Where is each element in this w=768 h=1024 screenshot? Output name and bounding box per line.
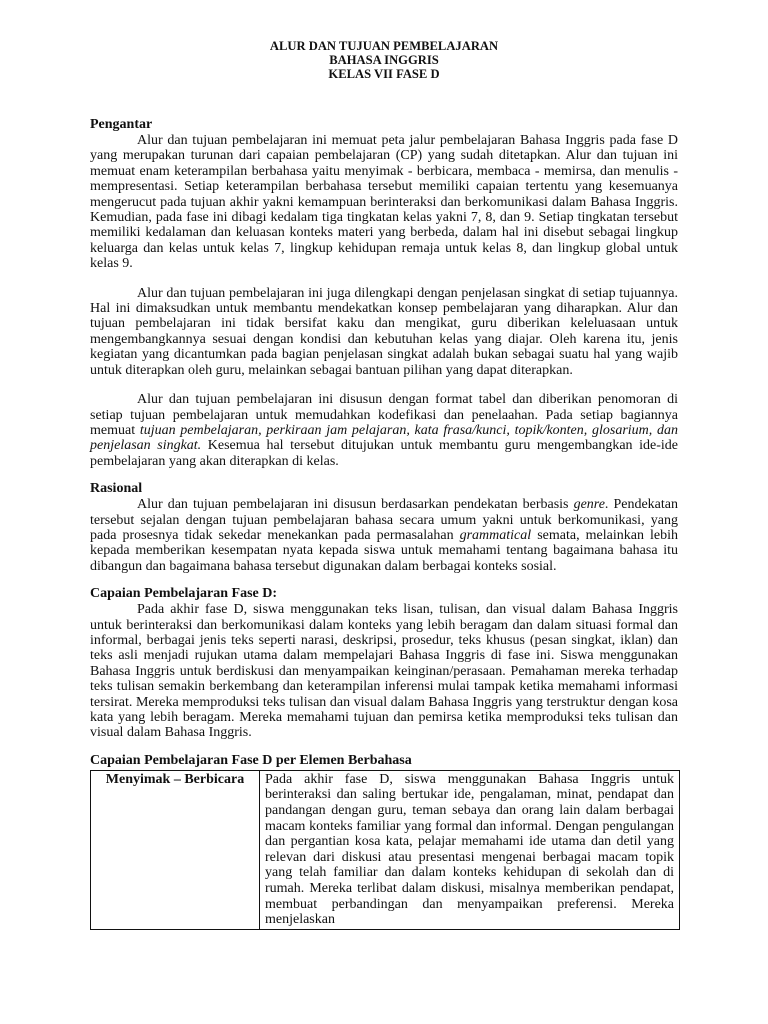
italic-text-run: grammatical — [459, 527, 532, 543]
heading-capaian: Capaian Pembelajaran Fase D: — [90, 586, 278, 602]
section-elemen — [90, 753, 678, 930]
pengantar-paragraph-1: Alur dan tujuan pembelajaran ini memuat peta jalur pembelajaran Bahasa Inggris pada fase D yang merupakan turunan dari capaian pembelajaran (CP) yang sudah ditetapkan. Alur dan tujuan ini memuat enam keterampilan berbahasa yaitu menyimak - berbicara, membaca - memirsa, dan menulis - mempresentasi. Setiap keterampilan berbahasa tersebut memiliki capaian tertentu yang kesemuanya mengerucut pada tujuan akhir yakni kemampuan berinteraksi dan berkomunikasi dalam Bahasa Inggris. Kemudian, pada fase ini dibagi kedalam tiga tingkatan kelas yakni 7, 8, dan 9. Setiap tingkatan tersebut memiliki kedalaman dan keluasan konteks materi yang berbeda, dalam hal ini disebut sebagai lingkup keluarga dan kelas untuk kelas 7, lingkup kehidupan remaja untuk kelas 8, dan lingkup global untuk kelas 9. — [90, 133, 678, 272]
pengantar-paragraph-2: Alur dan tujuan pembelajaran ini juga dilengkapi dengan penjelasan singkat di setiap tujuannya. Hal ini dimaksudkan untuk membantu mendekatkan konsep pembelajaran yang diharapkan. Alur dan tujuan pembelajaran ini tidak bersifat kaku dan mengikat, guru diberikan keleluasaan untuk mengembangkannya sesuai dengan kondisi dan kebutuhan kelas yang diajar. Oleh karena itu, jenis kegiatan yang dicantumkan pada bagian penjelasan singkat adalah bukan sebagai suatu hal yang wajib untuk diterapkan oleh guru, melainkan sebagai bantuan pilihan yang dapat diterapkan. — [90, 285, 678, 378]
capaian-paragraph: Pada akhir fase D, siswa menggunakan teks lisan, tulisan, dan visual dalam Bahasa Inggris untuk berinteraksi dan berkomunikasi dalam konteks yang lebih beragam dan dalam situasi formal dan informal, berbagai jenis teks seperti narasi, deskripsi, prosedur, teks khusus (pesan singkat, iklan) dan teks asli menjadi rujukan utama dalam mempelajari Bahasa Inggris di fase ini. Siswa menggunakan Bahasa Inggris untuk berdiskusi dan menyampaikan keinginan/perasaan. Pemahaman mereka terhadap teks tulisan semakin berkembang dan keterampilan inferensi mulai tampak ketika memahami informasi tersirat. Mereka memproduksi teks tulisan dan visual dalam Bahasa Inggris yang terstruktur dengan kosa kata yang lebih beragam. Mereka memahami tujuan dan pemirsa ketika memproduksi teks tulisan dan visual dalam Bahasa Inggris. — [90, 602, 678, 741]
elemen-name-cell: Menyimak – Berbicara — [91, 770, 260, 929]
text-run: Alur dan tujuan pembelajaran ini disusun dengan format tabel dan diberikan penomoran di setiap tujuan pembelajaran untuk memudahkan kodefikasi dan penelaahan. Pada setiap bagiannya memuat — [90, 392, 678, 438]
title-line-1: ALUR DAN TUJUAN PEMBELAJARAN — [269, 39, 499, 53]
heading-pengantar: Pengantar — [90, 117, 153, 132]
elemen-table — [90, 770, 680, 930]
elemen-description-cell: Pada akhir fase D, siswa menggunakan Bahasa Inggris untuk berinteraksi dan saling bertukar ide, pengalaman, minat, pendapat dan pandangan dengan guru, teman sebaya dan orang lain dalam berbagai macam konteks familiar yang formal dan informal. Dengan pengulangan dan pergantian kosa kata, pelajar memahami ide utama dan detil yang relevan dari diskusi atau presentasi mengenai berbagai macam topik yang telah familiar dan dalam konteks kehidupan di sekolah dan di rumah. Mereka terlibat dalam diskusi, misalnya memberikan pendapat, membuat perbandingan dan menyampaikan preferensi. Mereka menjelaskan — [260, 770, 680, 929]
text-run: semata, melainkan lebih kepada memberikan kesempatan nyata kepada siswa untuk memahami tentang bagaimana bahasa itu dibangun dan bagaimana bahasa tersebut digunakan dalam berbagai konteks sosial. — [90, 527, 678, 574]
document-title — [90, 0, 678, 81]
title-line-3: KELAS VII FASE D — [328, 67, 440, 81]
italic-text-run: tujuan pembelajaran, perkiraan jam pelajaran, kata frasa/kunci, topik/konten, glosarium, dan penjelasan singkat. — [90, 422, 678, 454]
heading-rasional: Rasional — [90, 481, 143, 497]
rasional-paragraph — [90, 497, 678, 574]
section-pengantar — [90, 117, 678, 469]
table-row — [91, 770, 680, 929]
pengantar-paragraph-3 — [90, 392, 678, 469]
section-capaian — [90, 586, 678, 741]
text-run: Kesemua hal tersebut ditujukan untuk membantu guru mengembangkan ide-ide pembelajaran yang akan diterapkan di kelas. — [90, 438, 678, 469]
italic-text-run: genre — [573, 497, 605, 513]
text-run: . Pendekatan tersebut sejalan dengan tujuan pembelajaran bahasa secara umum yakni untuk berkomunikasi, yang pada prosesnya tidak sekedar menekankan pada permasalahan — [90, 497, 679, 543]
section-rasional — [90, 481, 678, 574]
title-line-2: BAHASA INGGRIS — [329, 53, 439, 67]
text-run: Alur dan tujuan pembelajaran ini disusun berdasarkan pendekatan berbasis — [137, 497, 574, 513]
heading-elemen: Capaian Pembelajaran Fase D per Elemen Berbahasa — [90, 752, 412, 768]
